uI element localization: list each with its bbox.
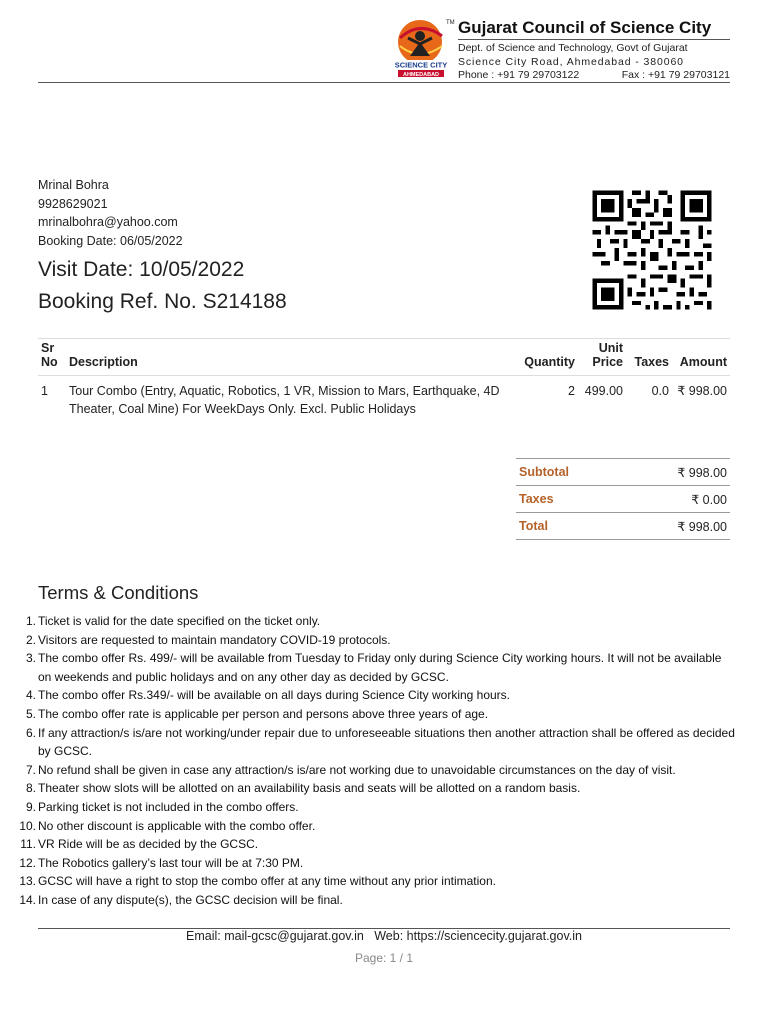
logo-text: SCIENCE CITY xyxy=(394,60,448,70)
term-number: 14. xyxy=(19,892,36,907)
term-text: No other discount is applicable with the combo offer. xyxy=(38,818,316,833)
term-text: If any attraction/s is/are not working/under repair due to unforeseeable situations then another attraction shall be offered as decided by GCSC. xyxy=(38,725,735,759)
fax-line: Fax : +91 79 29703121 xyxy=(621,69,730,81)
total-value: ₹ 998.00 xyxy=(623,513,730,540)
col-header-sr: Sr xyxy=(41,341,55,355)
term-text: Parking ticket is not included in the combo offers. xyxy=(38,799,299,814)
terms-title: Terms & Conditions xyxy=(38,582,199,603)
term-number: 3. xyxy=(25,651,36,666)
org-divider xyxy=(458,39,730,40)
subtotal-label: Subtotal xyxy=(516,459,623,486)
term-text: VR Ride will be as decided by the GCSC. xyxy=(38,837,259,852)
list-item xyxy=(25,631,738,650)
list-item xyxy=(25,779,738,798)
subtotal-value: ₹ 998.00 xyxy=(623,459,730,486)
total-row xyxy=(516,513,730,540)
term-number: 6. xyxy=(25,725,36,740)
list-item xyxy=(25,705,738,724)
customer-phone: 9928629021 xyxy=(38,196,108,211)
term-text: No refund shall be given in case any attraction/s is/are not working due to unavoidable circumstances on the day of visit. xyxy=(38,762,676,777)
term-number: 12. xyxy=(19,855,36,870)
booking-date: Booking Date: 06/05/2022 xyxy=(38,233,183,248)
phone-fax-row xyxy=(458,69,730,83)
logo-subtext: AHMEDABAD xyxy=(402,71,440,78)
term-number: 10. xyxy=(19,818,36,833)
list-item xyxy=(25,761,738,780)
booking-reference: Booking Ref. No. S214188 xyxy=(38,290,287,313)
list-item xyxy=(19,891,738,910)
row-description: Tour Combo (Entry, Aquatic, Robotics, 1 VR, Mission to Mars, Earthquake, 4D Theater, Coal Mine) For WeekDays Only. Excl. Public Holidays xyxy=(69,384,500,416)
trademark-mark: TM xyxy=(446,20,455,26)
term-text: The combo offer Rs. 499/- will be available from Tuesday to Friday only during Science City working hours. It will not be available on weekends and public holidays and on any other day as decided by GCSC. xyxy=(38,651,722,684)
customer-name: Mrinal Bohra xyxy=(38,178,109,192)
page-number: Page: 1 / 1 xyxy=(354,951,414,965)
term-text: The Robotics gallery’s last tour will be at 7:30 PM. xyxy=(38,855,304,870)
customer-email: mrinalbohra@yahoo.com xyxy=(38,215,178,229)
list-item xyxy=(25,798,738,817)
list-item xyxy=(19,854,738,873)
list-item xyxy=(25,612,738,631)
phone-line: Phone : +91 79 29703122 xyxy=(458,69,580,81)
term-number: 11. xyxy=(20,837,36,852)
subtotal-row xyxy=(516,459,730,486)
organization-block xyxy=(458,18,730,83)
row-taxes: 0.0 xyxy=(651,384,669,398)
totals-table xyxy=(516,458,730,540)
term-number: 1. xyxy=(25,614,36,628)
col-header-unit: Unit xyxy=(598,341,623,355)
col-header-quantity: Quantity xyxy=(510,339,578,376)
term-text: In case of any dispute(s), the GCSC decision will be final. xyxy=(38,892,343,907)
term-number: 8. xyxy=(25,781,36,796)
table-row xyxy=(38,376,730,425)
term-number: 2. xyxy=(25,632,36,647)
qr-code xyxy=(588,186,716,314)
row-quantity: 2 xyxy=(568,384,575,398)
letterhead xyxy=(38,14,730,83)
term-text: The combo offer Rs.349/- will be available on all days during Science City working hours. xyxy=(38,688,511,703)
items-table xyxy=(38,338,730,424)
term-number: 4. xyxy=(25,688,36,703)
customer-info xyxy=(38,176,183,250)
address-line: Science City Road, Ahmedabad - 380060 xyxy=(458,55,684,68)
term-number: 13. xyxy=(19,874,36,889)
col-header-amount: Amount xyxy=(672,339,730,376)
term-text: The combo offer rate is applicable per person and persons above three years of age. xyxy=(38,706,489,721)
taxes-label: Taxes xyxy=(516,486,623,513)
visit-block xyxy=(38,254,287,318)
list-item xyxy=(25,649,738,686)
col-header-sr-no xyxy=(38,339,66,376)
list-item xyxy=(25,724,738,761)
row-amount: ₹ 998.00 xyxy=(677,384,727,398)
terms-list xyxy=(19,612,738,910)
term-number: 5. xyxy=(25,706,36,721)
list-item xyxy=(19,817,738,836)
taxes-value: ₹ 0.00 xyxy=(623,486,730,513)
visit-date: Visit Date: 10/05/2022 xyxy=(38,258,245,281)
items-table-header xyxy=(38,339,730,376)
taxes-row xyxy=(516,486,730,513)
term-text: Theater show slots will be allotted on an availability basis and seats will be allotted on a random basis. xyxy=(38,781,581,796)
department-line: Dept. of Science and Technology, Govt of Gujarat xyxy=(458,42,688,54)
footer-contact: Email: mail-gcsc@gujarat.gov.in Web: https://sciencecity.gujarat.gov.in xyxy=(186,929,582,943)
total-label: Total xyxy=(516,513,623,540)
term-text: GCSC will have a right to stop the combo offer at any time without any prior intimation. xyxy=(38,874,496,889)
row-unit-price: 499.00 xyxy=(584,384,623,398)
term-text: Ticket is valid for the date specified on the ticket only. xyxy=(38,614,321,628)
term-number: 7. xyxy=(25,762,36,777)
term-number: 9. xyxy=(25,799,36,814)
col-header-no: No xyxy=(41,355,58,369)
list-item xyxy=(19,872,738,891)
col-header-taxes: Taxes xyxy=(626,339,672,376)
term-text: Visitors are requested to maintain mandatory COVID-19 protocols. xyxy=(38,632,391,647)
list-item xyxy=(25,686,738,705)
col-header-description: Description xyxy=(66,339,510,376)
row-sr: 1 xyxy=(41,384,48,398)
list-item xyxy=(20,835,738,854)
col-header-price: Price xyxy=(592,355,623,369)
col-header-unit-price xyxy=(578,339,626,376)
organization-name: Gujarat Council of Science City xyxy=(458,18,712,37)
